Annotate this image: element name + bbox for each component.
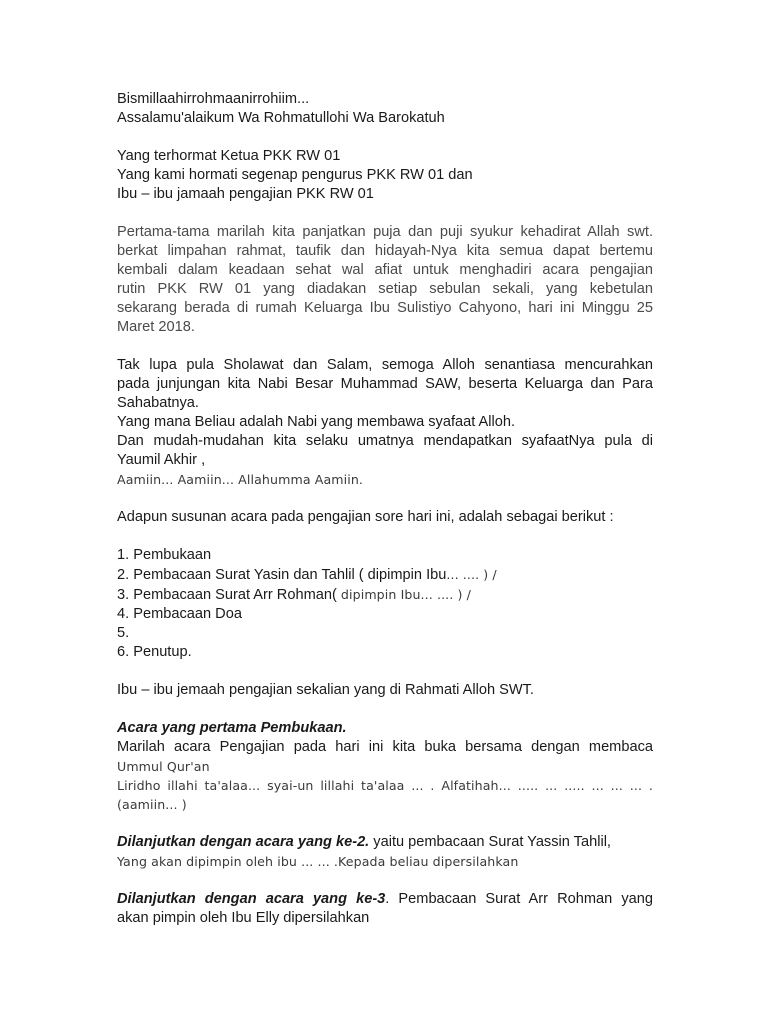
salam-line: Assalamu'alaikum Wa Rohmatullohi Wa Barokatuh [117, 110, 445, 126]
paragraph-line: Tak lupa pula Sholawat dan Salam, semoga Alloh senantiasa mencurahkan [117, 357, 653, 373]
paragraph-line: (aamiin... ) [117, 797, 187, 812]
list-item: 5. [117, 625, 130, 641]
paragraph-line: Dan mudah-mudahan kita selaku umatnya mendapatkan syafaatNya pula di [117, 433, 653, 449]
section-heading: Acara yang pertama Pembukaan. [117, 720, 347, 736]
spacer [117, 700, 653, 719]
paragraph-line: Yaumil Akhir , [117, 452, 206, 468]
agenda-intro: Adapun susunan acara pada pengajian sore hari ini, adalah sebagai berikut : [117, 509, 614, 525]
honorific-line: Yang terhormat Ketua PKK RW 01 [117, 148, 341, 164]
section-text: . Pembacaan Surat Arr Rohman yang [385, 891, 653, 907]
sholawat-paragraph [117, 356, 653, 489]
paragraph-line: Marilah acara Pengajian pada hari ini kita buka bersama dengan membaca [117, 739, 653, 755]
spacer [117, 337, 653, 356]
honorific-line: Ibu – ibu jamaah pengajian PKK RW 01 [117, 186, 374, 202]
spacer [117, 662, 653, 681]
list-item [117, 565, 653, 585]
paragraph-line: sekarang berada di rumah Keluarga Ibu Sulistiyo Cahyono, hari ini Minggu 25 [117, 300, 653, 316]
section-heading-line [117, 890, 653, 909]
paragraph-line: berkat limpahan rahmat, taufik dan hidayah-Nya kita semua dapat bertemu [117, 243, 653, 259]
address-line: Ibu – ibu jemaah pengajian sekalian yang di Rahmati Alloh SWT. [117, 682, 534, 698]
section-pembukaan [117, 719, 653, 814]
list-item-text: 3. Pembacaan Surat Arr Rohman( [117, 587, 337, 603]
document-page [117, 90, 653, 928]
paragraph-line: Ummul Qur'an [117, 759, 210, 774]
paragraph-line: akan pimpin oleh Ibu Elly dipersilahkan [117, 910, 370, 926]
section-acara-2 [117, 833, 653, 871]
paragraph-line: Yang mana Beliau adalah Nabi yang membawa syafaat Alloh. [117, 414, 516, 430]
opening-paragraph [117, 223, 653, 337]
paragraph-line: Maret 2018. [117, 319, 195, 335]
agenda-list [117, 546, 653, 662]
list-item: 6. Penutup. [117, 644, 192, 660]
bismillah-line: Bismillaahirrohmaanirrohiim... [117, 91, 310, 107]
paragraph-line: Liridho illahi ta'alaa... syai-un lillahi ta'alaa ... . Alfatihah... ..... ... ..... ... ... ... . [117, 778, 653, 793]
spacer [117, 204, 653, 223]
spacer [117, 814, 653, 833]
list-item: 1. Pembukaan [117, 547, 212, 563]
list-item-light-text: dipimpin Ibu... .... ) / [336, 587, 471, 602]
spacer [117, 128, 653, 147]
list-item: 4. Pembacaan Doa [117, 606, 242, 622]
spacer [117, 871, 653, 890]
section-heading-line [117, 833, 653, 852]
list-item [117, 585, 653, 605]
paragraph-line: Yang akan dipimpin oleh ibu ... ... .Kepada beliau dipersilahkan [117, 854, 519, 869]
paragraph-line: pada junjungan kita Nabi Besar Muhammad SAW, beserta Keluarga dan Para [117, 376, 653, 392]
spacer [117, 489, 653, 508]
section-text: yaitu pembacaan Surat Yassin Tahlil, [369, 834, 611, 850]
spacer [117, 527, 653, 546]
aamiin-line: Aamiin... Aamiin... Allahumma Aamiin. [117, 472, 364, 487]
honorific-line: Yang kami hormati segenap pengurus PKK RW 01 dan [117, 167, 473, 183]
paragraph-line: kembali dalam keadaan sehat wal afiat untuk menghadiri acara pengajian [117, 262, 653, 278]
paragraph-line: Sahabatnya. [117, 395, 199, 411]
list-item-dots: ... .... ) / [446, 567, 497, 582]
section-acara-3 [117, 890, 653, 928]
paragraph-line: Pertama-tama marilah kita panjatkan puja dan puji syukur kehadirat Allah swt. [117, 224, 653, 240]
section-heading: Dilanjutkan dengan acara yang ke-2. [117, 834, 370, 850]
paragraph-line: rutin PKK RW 01 yang diadakan setiap sebulan sekali, yang kebetulan [117, 281, 653, 297]
list-item-text: 2. Pembacaan Surat Yasin dan Tahlil ( dipimpin Ibu [117, 567, 447, 583]
section-heading: Dilanjutkan dengan acara yang ke-3 [117, 891, 386, 907]
